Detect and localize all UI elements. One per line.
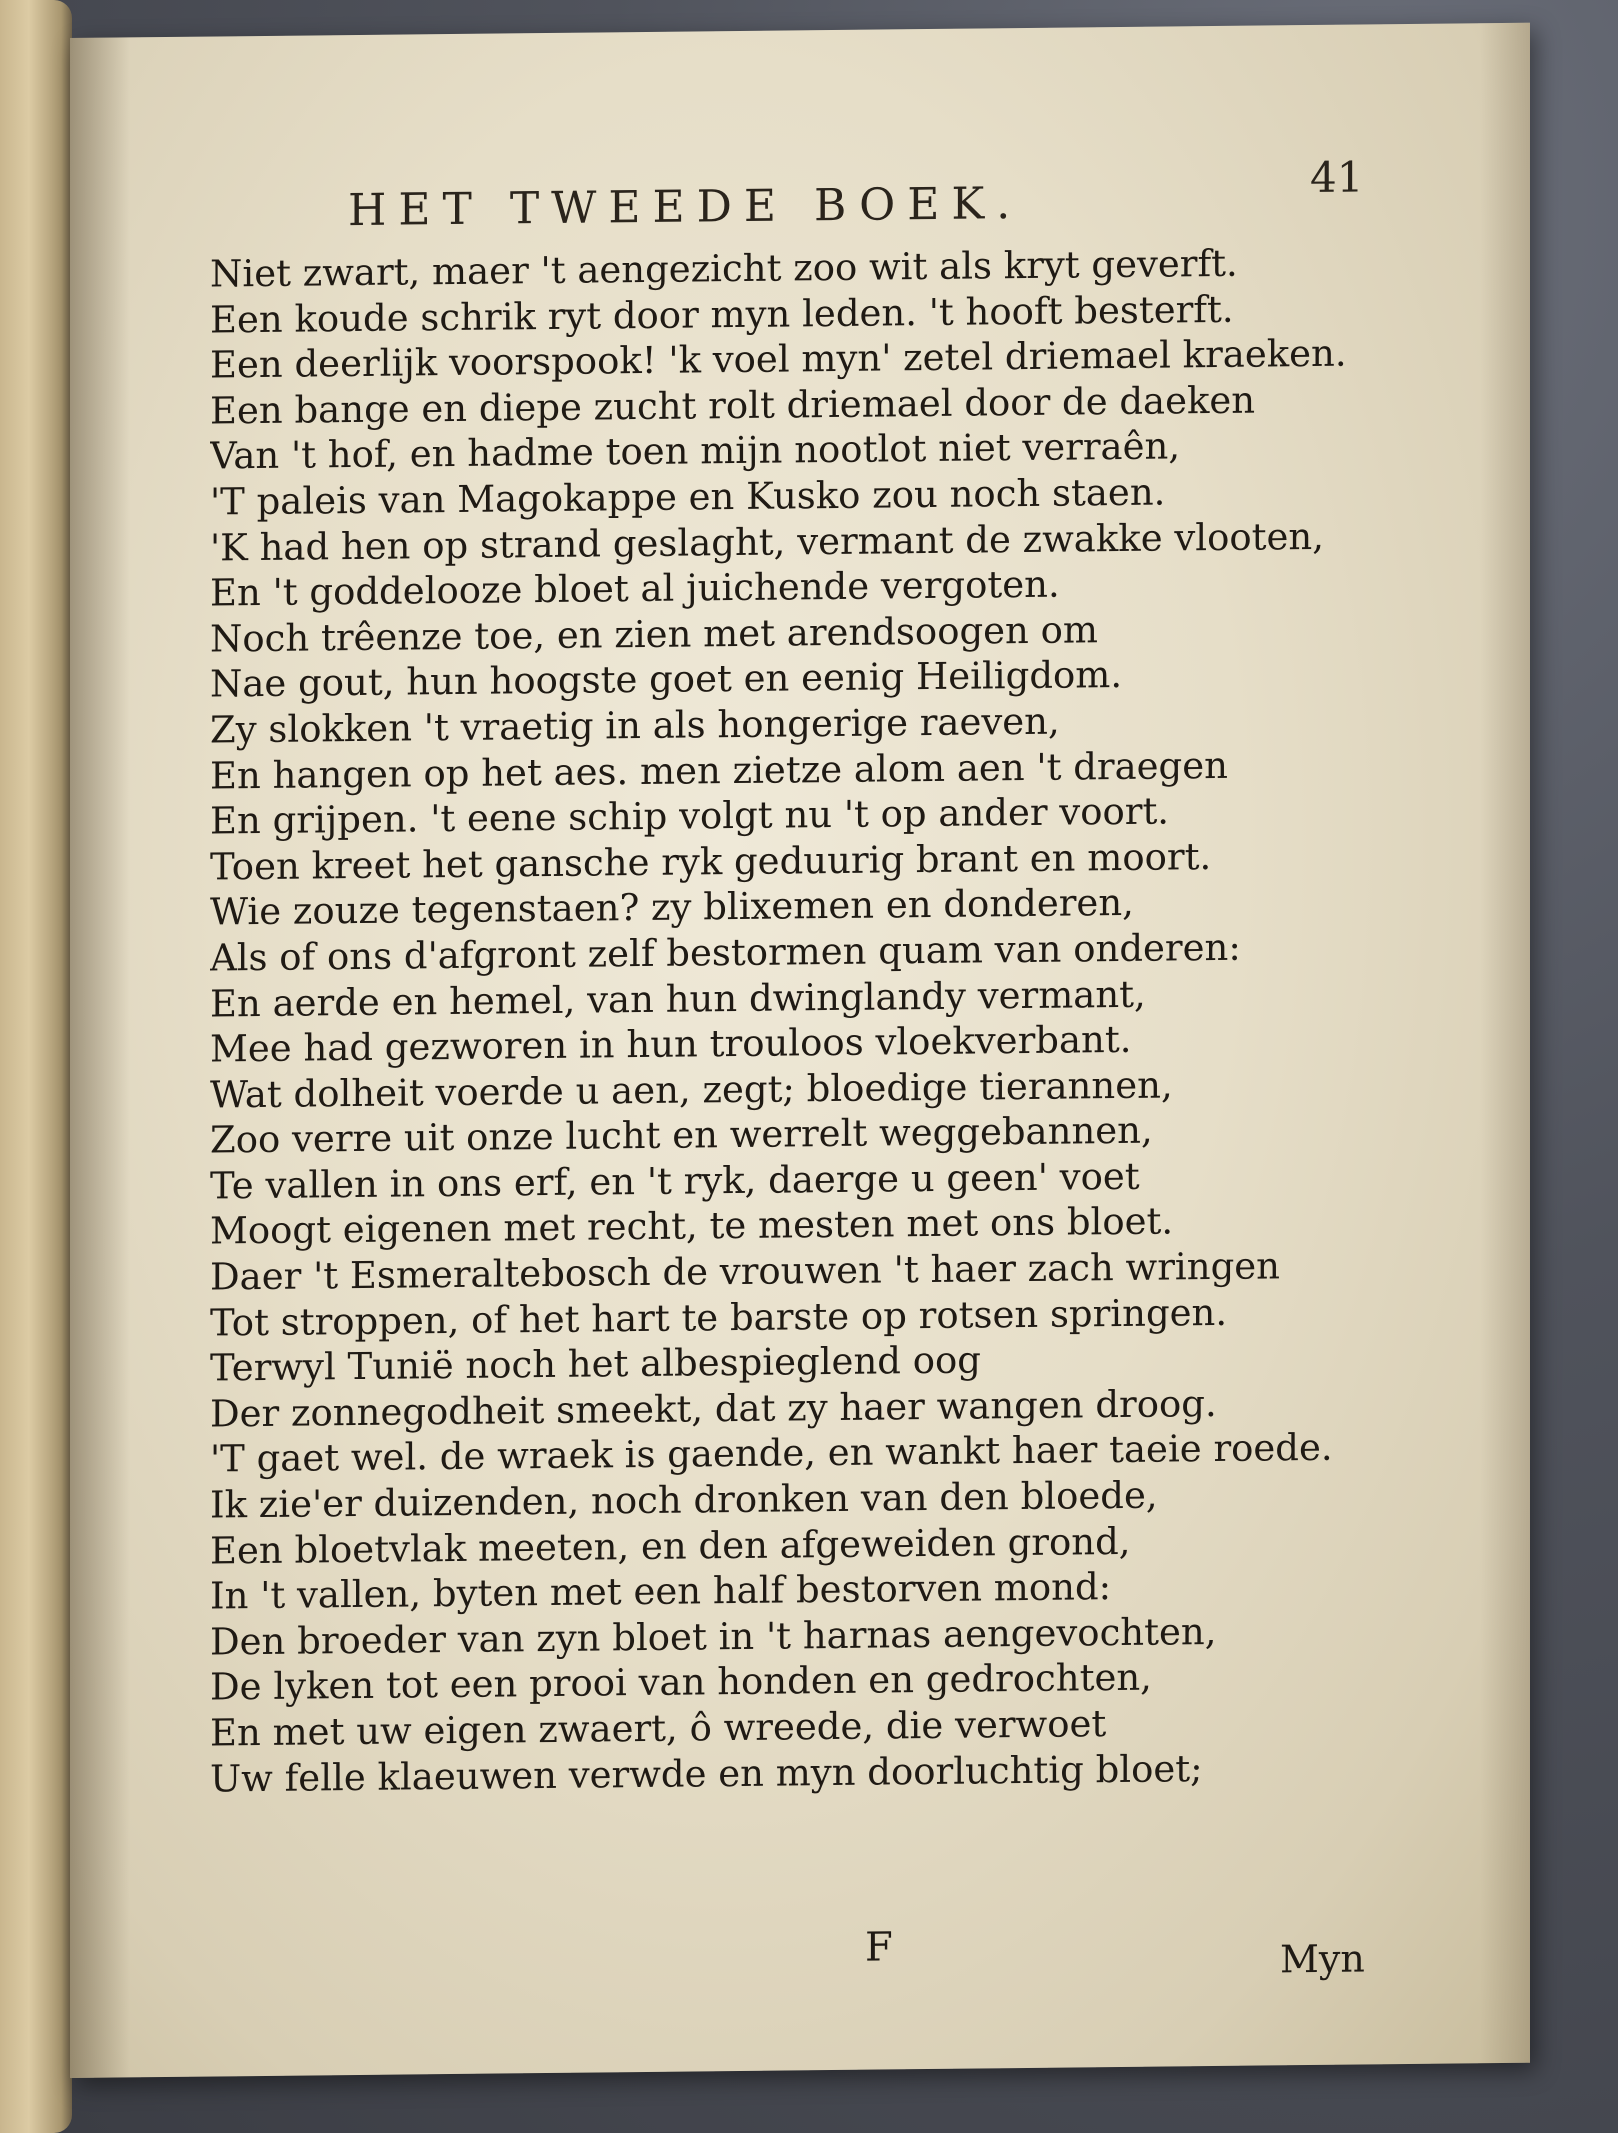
verse-line: Tot stroppen, of het hart te barste op rotsen springen. bbox=[210, 1290, 1228, 1345]
gutter-shadow bbox=[70, 37, 130, 2078]
verse-line: Niet zwart, maer 't aengezicht zoo wit als kryt geverft. bbox=[210, 241, 1238, 296]
verse-line: En grijpen. 't eene schip volgt nu 't op ander voort. bbox=[210, 789, 1170, 843]
verse-line: Wat dolheit voerde u aen, zegt; bloedige tierannen, bbox=[210, 1063, 1173, 1117]
verse-line: Een deerlijk voorspook! 'k voel myn' zetel driemael kraeken. bbox=[210, 331, 1347, 387]
verse-line: Een bloetvlak meeten, en den afgeweiden grond, bbox=[210, 1519, 1131, 1573]
verse-line: Een bange en diepe zucht rolt driemael door de daeken bbox=[210, 378, 1256, 433]
verse-line: Een koude schrik ryt door myn leden. 't hooft besterft. bbox=[210, 287, 1234, 342]
verse-line: Nae gout, hun hoogste goet en eenig Heiligdom. bbox=[210, 653, 1123, 706]
verse-line: En met uw eigen zwaert, ô wreede, die verwoet bbox=[210, 1702, 1107, 1755]
verse-line: In 't vallen, byten met een half bestorven mond: bbox=[210, 1565, 1112, 1618]
running-head: HET TWEEDE BOEK. bbox=[348, 178, 1023, 237]
verse-line: Daer 't Esmeraltebosch de vrouwen 't haer zach wringen bbox=[210, 1244, 1280, 1299]
verse-line: Mee had gezworen in hun trouloos vloekverbant. bbox=[210, 1017, 1132, 1071]
verse-line: Wie zouze tegenstaen? zy blixemen en donderen, bbox=[210, 881, 1134, 934]
verse-line: Terwyl Tunië noch het albespieglend oog bbox=[210, 1338, 981, 1390]
verse-line: Zoo verre uit onze lucht en werrelt weggebannen, bbox=[210, 1108, 1153, 1162]
verse-line: Van 't hof, en hadme toen mijn nootlot niet verraên, bbox=[210, 424, 1181, 478]
verse-line: Zy slokken 't vraetig in als hongerige raeven, bbox=[210, 699, 1060, 752]
verse-line: Als of ons d'afgront zelf bestormen quam van onderen: bbox=[210, 925, 1241, 980]
verse-line: Uw felle klaeuwen verwde en myn doorluchtig bloet; bbox=[210, 1746, 1203, 1801]
verse-line: En aerde en hemel, van hun dwinglandy vermant, bbox=[210, 972, 1146, 1026]
verse-line: Den broeder van zyn bloet in 't harnas aengevochten, bbox=[210, 1609, 1217, 1664]
verse-line: Te vallen in ons erf, en 't ryk, daerge u geen' voet bbox=[210, 1154, 1140, 1208]
previous-page-edge bbox=[0, 0, 72, 2133]
verse-line: Noch trêenze toe, en zien met arendsoogen om bbox=[210, 607, 1098, 661]
verse-line: Toen kreet het gansche ryk geduurig brant en moort. bbox=[210, 834, 1212, 889]
verse-line: Ik zie'er duizenden, noch dronken van den bloede, bbox=[210, 1473, 1158, 1527]
page-edge-shadow bbox=[1480, 23, 1530, 2064]
catchword: Myn bbox=[1280, 1936, 1365, 1982]
verse-text bbox=[210, 239, 1390, 1802]
signature-mark: F bbox=[865, 1924, 893, 1971]
verse-line: 'K had hen op strand geslaght, vermant de zwakke vlooten, bbox=[210, 514, 1324, 570]
page-number: 41 bbox=[1310, 152, 1364, 203]
verse-line: En hangen op het aes. men zietze alom aen 't draegen bbox=[210, 743, 1228, 798]
verse-line: 'T paleis van Magokappe en Kusko zou noch staen. bbox=[210, 470, 1166, 524]
verse-line: En 't goddelooze bloet al juichende vergoten. bbox=[210, 562, 1060, 615]
verse-line: De lyken tot een prooi van honden en gedrochten, bbox=[210, 1656, 1152, 1709]
verse-line: Moogt eigenen met recht, te mesten met ons bloet. bbox=[210, 1199, 1174, 1254]
verse-line: 'T gaet wel. de wraek is gaende, en wankt haer taeie roede. bbox=[210, 1426, 1333, 1481]
book-page bbox=[70, 23, 1530, 2078]
verse-line: Der zonnegodheit smeekt, dat zy haer wangen droog. bbox=[210, 1381, 1217, 1436]
